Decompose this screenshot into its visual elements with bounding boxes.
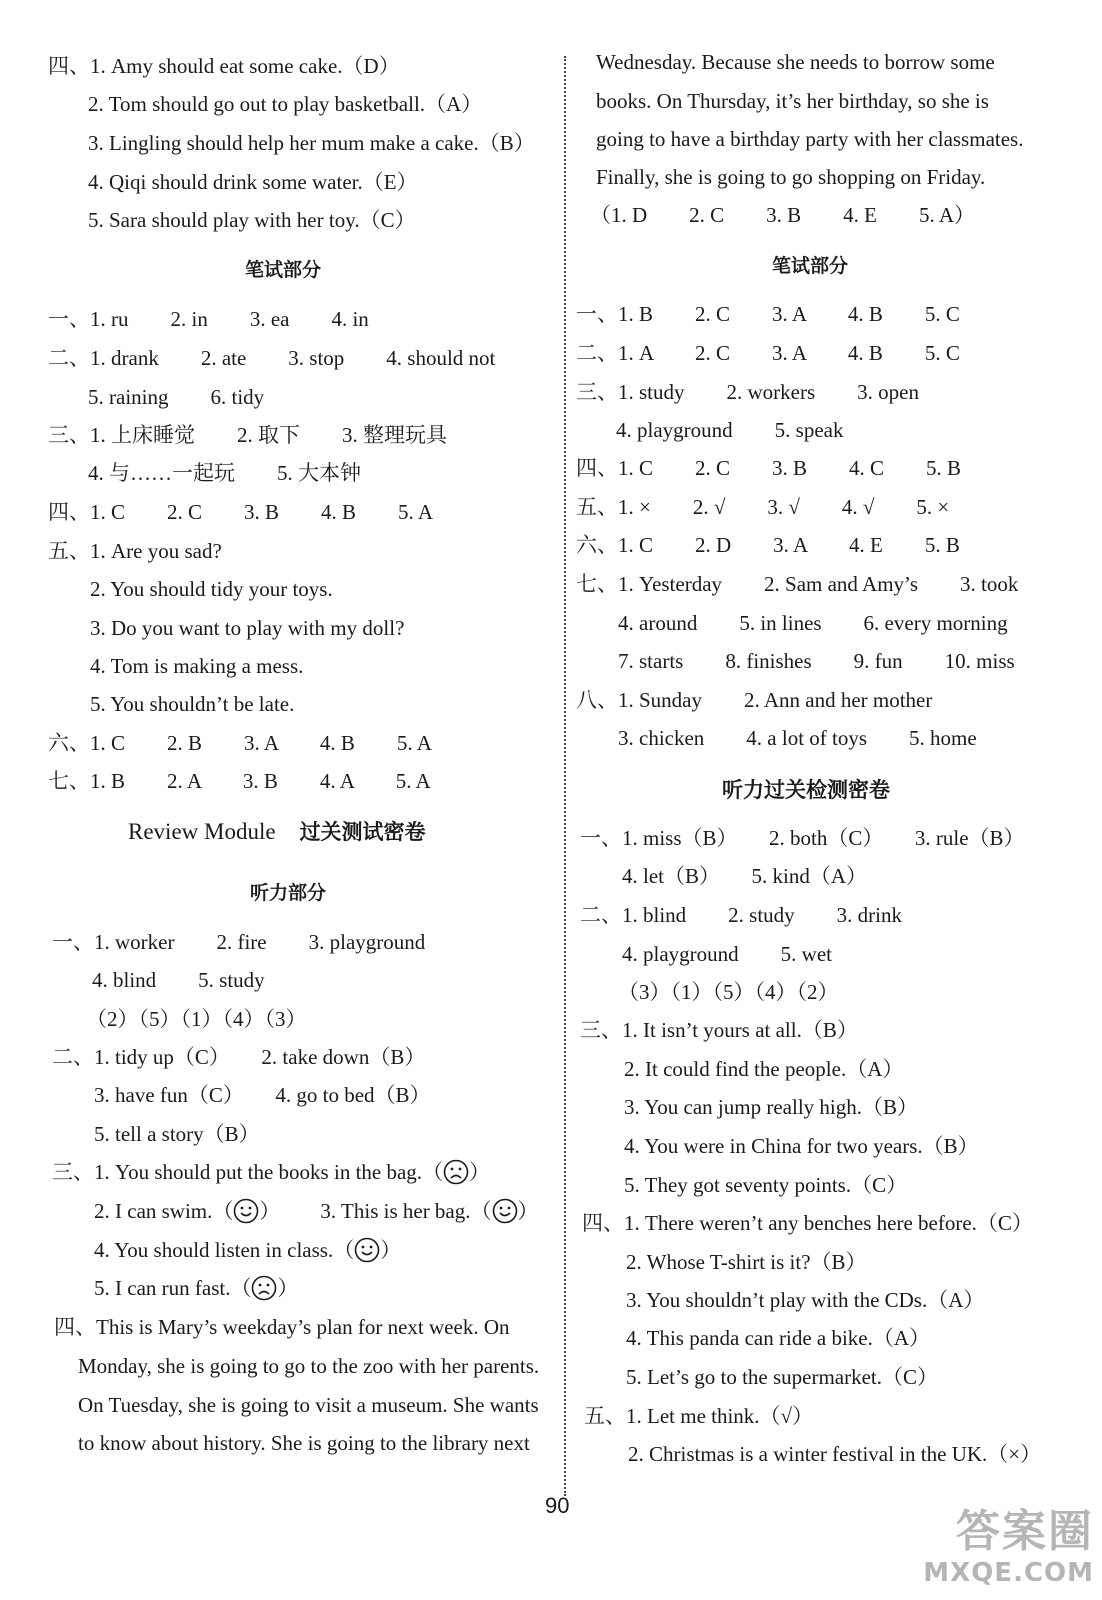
written-section-heading-right: 笔试部分 <box>772 255 849 277</box>
right-written-q7-line3: 7. starts 8. finishes 9. fun 10. miss <box>618 649 1015 673</box>
listening-q1-line1: 一、1. miss（B） 2. both（C） 3. rule（B） <box>580 826 1025 850</box>
passage-line-1: Wednesday. Because she needs to borrow some <box>596 50 995 74</box>
review-q3-item-1 <box>52 1158 490 1186</box>
passage-line-3: going to have a birthday party with her classmates. <box>596 127 1024 151</box>
review-q2-line3: 5. tell a story（B） <box>94 1122 260 1146</box>
right-written-q7-line2: 4. around 5. in lines 6. every morning <box>618 611 1008 635</box>
paren-close: ） <box>380 1238 402 1262</box>
smiley-face-icon <box>233 1198 259 1224</box>
review-q3-item-5 <box>94 1274 298 1302</box>
right-written-q8-line2: 3. chicken 4. a lot of toys 5. home <box>618 726 977 750</box>
review-q3-item-2-3 <box>94 1197 539 1225</box>
listen-s4-item-3: 3. Lingling should help her mum make a cake.（B） <box>88 131 535 155</box>
right-written-q6: 六、1. C 2. D 3. A 4. E 5. B <box>576 533 960 557</box>
listening-q3-item-2: 2. It could find the people.（A） <box>624 1057 904 1081</box>
paren-close: ） <box>259 1199 281 1223</box>
written-q3-line2: 4. 与……一起玩 5. 大本钟 <box>88 461 361 485</box>
paren-close: ） <box>517 1199 539 1223</box>
listening-q3-item-4: 4. You were in China for two years.（B） <box>624 1134 979 1158</box>
watermark-logo-text: 答案圈 <box>956 1506 1094 1557</box>
listening-q2-line1: 二、1. blind 2. study 3. drink <box>580 903 903 927</box>
passage-line-4: Finally, she is going to go shopping on Friday. <box>596 165 986 189</box>
listening-q2-order: （3）（1）（5）（4）（2） <box>618 980 839 1004</box>
right-written-q4: 四、1. C 2. C 3. B 4. C 5. B <box>576 456 962 480</box>
paren-close: ） <box>277 1276 299 1300</box>
sad-face-icon <box>443 1159 469 1185</box>
right-written-q2: 二、1. A 2. C 3. A 4. B 5. C <box>576 341 960 365</box>
sad-face-icon <box>251 1275 277 1301</box>
review-q3-item-4-text: 4. You should listen in class.（ <box>94 1238 355 1262</box>
paren-close: ） <box>469 1160 491 1184</box>
listening-q4-item-2: 2. Whose T-shirt is it?（B） <box>626 1250 867 1274</box>
written-q5-item-2: 2. You should tidy your toys. <box>90 577 333 601</box>
listening-test-heading: 听力过关检测密卷 <box>722 778 890 802</box>
review-q4-line2: Monday, she is going to go to the zoo with her parents. <box>78 1354 540 1378</box>
listening-q3-item-3: 3. You can jump really high.（B） <box>624 1095 918 1119</box>
review-module-title-cn: 过关测试密卷 <box>299 820 426 844</box>
right-written-q8-line1: 八、1. Sunday 2. Ann and her mother <box>576 688 933 712</box>
review-q4-line4: to know about history. She is going to the library next <box>78 1431 530 1455</box>
listening-q4-item-4: 4. This panda can ride a bike.（A） <box>626 1326 931 1350</box>
site-watermark <box>894 1506 1094 1596</box>
right-written-q5: 五、1. × 2. √ 3. √ 4. √ 5. × <box>576 495 950 519</box>
listening-q3-item-1: 三、1. It isn’t yours at all.（B） <box>580 1018 858 1042</box>
written-q7: 七、1. B 2. A 3. B 4. A 5. A <box>48 769 431 793</box>
right-written-q3-line1: 三、1. study 2. workers 3. open <box>576 380 919 404</box>
passage-answers: （1. D 2. C 3. B 4. E 5. A） <box>590 203 976 227</box>
review-q1-line1: 一、1. worker 2. fire 3. playground <box>52 930 426 954</box>
review-module-title <box>128 818 426 846</box>
column-divider <box>564 56 566 1496</box>
review-q3-item-5-text: 5. I can run fast.（ <box>94 1276 252 1300</box>
listening-q4-item-1: 四、1. There weren’t any benches here before.（C） <box>582 1211 1033 1235</box>
written-q3-line1: 三、1. 上床睡觉 2. 取下 3. 整理玩具 <box>48 423 447 447</box>
review-q4-line1: 四、This is Mary’s weekday’s plan for next week. On <box>54 1315 510 1339</box>
written-q5-item-1: 五、1. Are you sad? <box>48 539 222 563</box>
written-q1: 一、1. ru 2. in 3. ea 4. in <box>48 307 369 331</box>
passage-line-2: books. On Thursday, it’s her birthday, so she is <box>596 89 989 113</box>
written-q5-item-3: 3. Do you want to play with my doll? <box>90 616 405 640</box>
review-q3-item-2-text: 2. I can swim.（ <box>94 1199 234 1223</box>
written-q6: 六、1. C 2. B 3. A 4. B 5. A <box>48 731 432 755</box>
review-q1-line2: 4. blind 5. study <box>92 968 265 992</box>
written-section-heading: 笔试部分 <box>245 259 322 281</box>
smiley-face-icon <box>354 1237 380 1263</box>
right-written-q3-line2: 4. playground 5. speak <box>616 418 844 442</box>
listening-q5-item-1: 五、1. Let me think.（√） <box>584 1404 814 1428</box>
smiley-face-icon <box>492 1198 518 1224</box>
written-q2-line1: 二、1. drank 2. ate 3. stop 4. should not <box>48 346 496 370</box>
listen-s4-item-4: 4. Qiqi should drink some water.（E） <box>88 170 418 194</box>
review-q2-line1: 二、1. tidy up（C） 2. take down（B） <box>52 1045 426 1069</box>
right-written-q7-line1: 七、1. Yesterday 2. Sam and Amy’s 3. took <box>576 572 1019 596</box>
listening-q3-item-5: 5. They got seventy points.（C） <box>624 1173 908 1197</box>
listening-q2-line2: 4. playground 5. wet <box>622 942 832 966</box>
review-q4-line3: On Tuesday, she is going to visit a museum. She wants <box>78 1393 539 1417</box>
listening-section-heading: 听力部分 <box>250 882 327 904</box>
written-q5-item-5: 5. You shouldn’t be late. <box>90 692 295 716</box>
listening-q4-item-3: 3. You shouldn’t play with the CDs.（A） <box>626 1288 985 1312</box>
listening-q4-item-5: 5. Let’s go to the supermarket.（C） <box>626 1365 939 1389</box>
listen-s4-item-5: 5. Sara should play with her toy.（C） <box>88 208 416 232</box>
listening-q1-line2: 4. let（B） 5. kind（A） <box>622 864 867 888</box>
listen-s4-item-2: 2. Tom should go out to play basketball.（A） <box>88 92 483 116</box>
review-q1-order: （2）（5）（1）（4）（3） <box>86 1007 307 1031</box>
page-number: 90 <box>545 1493 570 1518</box>
right-written-q1: 一、1. B 2. C 3. A 4. B 5. C <box>576 302 960 326</box>
written-q4: 四、1. C 2. C 3. B 4. B 5. A <box>48 500 434 524</box>
listen-s4-item-1: 四、1. Amy should eat some cake.（D） <box>48 54 400 78</box>
review-q3-item-3-text: 3. This is her bag.（ <box>320 1199 492 1223</box>
review-q2-line2: 3. have fun（C） 4. go to bed（B） <box>94 1083 431 1107</box>
review-module-title-en: Review Module <box>128 819 276 844</box>
review-q3-item-4 <box>94 1236 401 1264</box>
listening-q5-item-2: 2. Christmas is a winter festival in the UK.（×） <box>628 1442 1042 1466</box>
review-q3-item-1-text: 三、1. You should put the books in the bag.（ <box>52 1160 444 1184</box>
watermark-url: MXQE.COM <box>923 1558 1094 1588</box>
written-q5-item-4: 4. Tom is making a mess. <box>90 654 304 678</box>
written-q2-line2: 5. raining 6. tidy <box>88 385 265 409</box>
